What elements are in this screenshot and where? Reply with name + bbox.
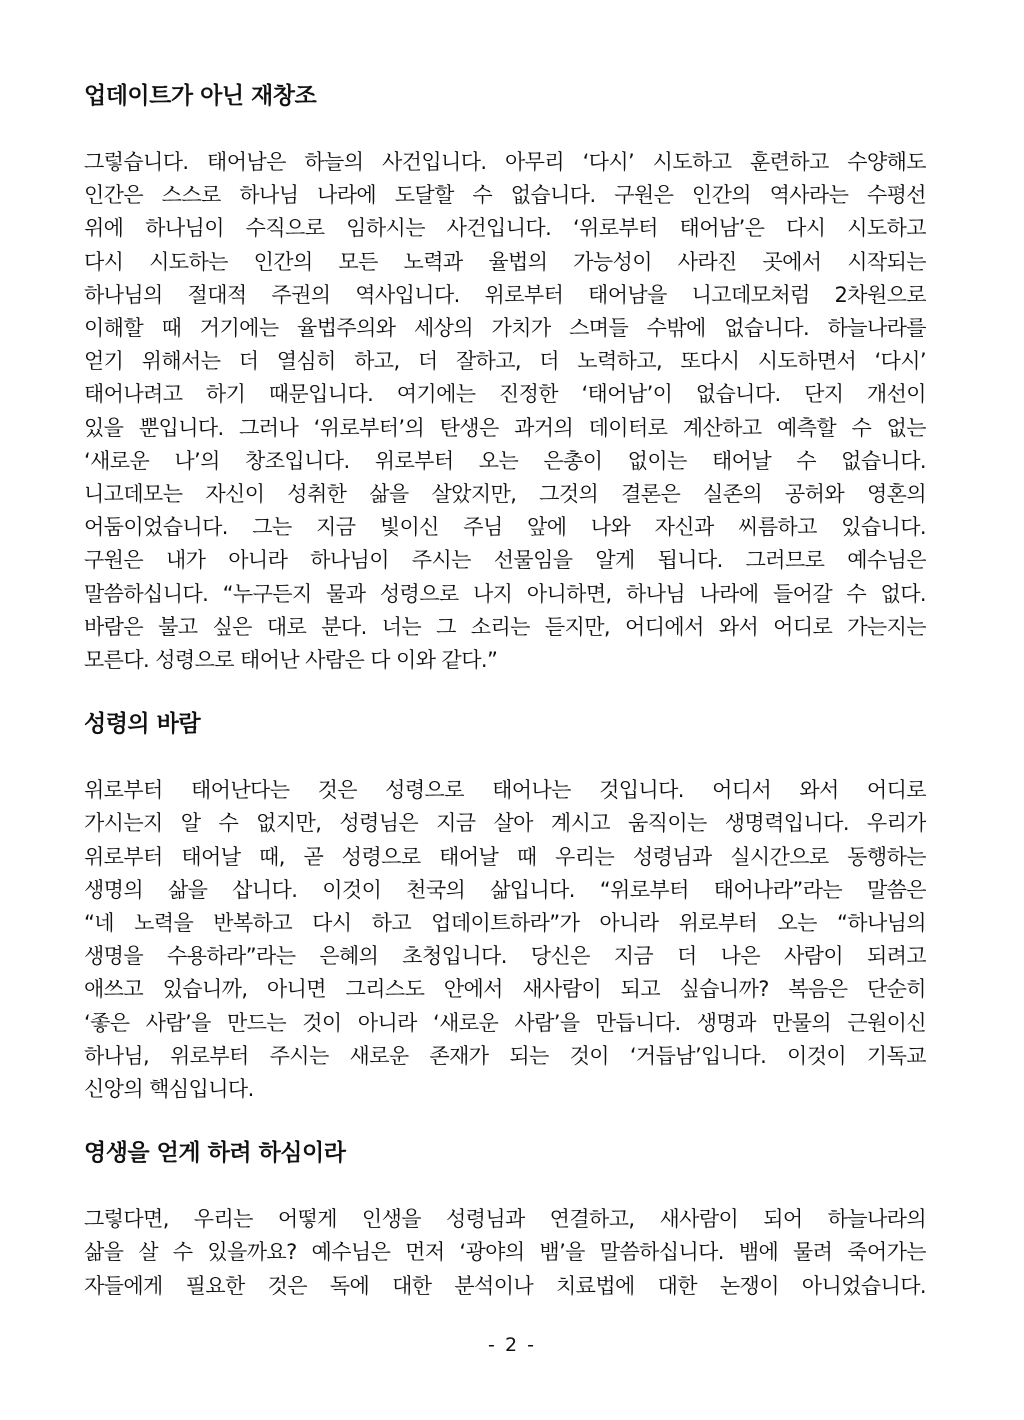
text-line: 다시 시도하는 인간의 모든 노력과 율법의 가능성이 사라진 곳에서 시작되는 bbox=[84, 249, 926, 274]
section-3-paragraph bbox=[84, 1203, 926, 1303]
text-line: 위에 하나님이 수직으로 임하시는 사건입니다. ‘위로부터 태어남’은 다시 시도하고 bbox=[84, 216, 926, 241]
text-line: 하나님, 위로부터 주시는 새로운 존재가 되는 것이 ‘거듭남’입니다. 이것이 기독교 bbox=[84, 1043, 926, 1068]
text-line: 바람은 불고 싶은 대로 분다. 너는 그 소리는 듣지만, 어디에서 와서 어디로 가는지는 bbox=[84, 614, 926, 639]
text-line: 있을 뿐입니다. 그러나 ‘위로부터’의 탄생은 과거의 데이터로 계산하고 예측할 수 없는 bbox=[84, 415, 926, 440]
section-heading-3: 영생을 얻게 하려 하심이라 bbox=[84, 1140, 346, 1167]
text-line: “네 노력을 반복하고 다시 하고 업데이트하라”가 아니라 위로부터 오는 “하나님의 bbox=[84, 911, 926, 936]
section-1-paragraph bbox=[84, 146, 926, 677]
text-line: 모른다. 성령으로 태어난 사람은 다 이와 같다.” bbox=[84, 648, 498, 673]
text-line: 말씀하십니다. “누구든지 물과 성령으로 나지 아니하면, 하나님 나라에 들어갈 수 없다. bbox=[84, 581, 926, 606]
text-line: 하나님의 절대적 주권의 역사입니다. 위로부터 태어남을 니고데모처럼 2차원으로 bbox=[84, 282, 926, 307]
text-line: 얻기 위해서는 더 열심히 하고, 더 잘하고, 더 노력하고, 또다시 시도하면서 ‘다시’ bbox=[84, 349, 926, 374]
page-number: - 2 - bbox=[488, 1334, 536, 1356]
text-line: 그렇습니다. 태어남은 하늘의 사건입니다. 아무리 ‘다시’ 시도하고 훈련하고 수양해도 bbox=[84, 150, 926, 174]
text-line: 위로부터 태어난다는 것은 성령으로 태어나는 것입니다. 어디서 와서 어디로 bbox=[84, 778, 926, 803]
document-body bbox=[84, 78, 926, 1303]
text-line: 그렇다면, 우리는 어떻게 인생을 성령님과 연결하고, 새사람이 되어 하늘나라의 bbox=[84, 1207, 926, 1232]
text-line: 자들에게 필요한 것은 독에 대한 분석이나 치료법에 대한 논쟁이 아니었습니다. bbox=[84, 1273, 926, 1298]
text-line: ‘좋은 사람’을 만드는 것이 아니라 ‘새로운 사람’을 만듭니다. 생명과 만물의 근원이신 bbox=[84, 1010, 926, 1035]
text-line: 위로부터 태어날 때, 곧 성령으로 태어날 때 우리는 성령님과 실시간으로 동행하는 bbox=[84, 844, 926, 869]
text-line: 가시는지 알 수 없지만, 성령님은 지금 살아 계시고 움직이는 생명력입니다. 우리가 bbox=[84, 811, 926, 836]
section-heading-1: 업데이트가 아닌 재창조 bbox=[84, 83, 317, 109]
text-line: ‘새로운 나’의 창조입니다. 위로부터 오는 은총이 없이는 태어날 수 없습니다. bbox=[84, 448, 926, 473]
text-line: 애쓰고 있습니까, 아니면 그리스도 안에서 새사람이 되고 싶습니까? 복음은 단순히 bbox=[84, 977, 926, 1002]
text-line: 어둠이었습니다. 그는 지금 빛이신 주님 앞에 나와 자신과 씨름하고 있습니다. bbox=[84, 515, 926, 540]
section-2-paragraph bbox=[84, 774, 926, 1106]
text-line: 삶을 살 수 있을까요? 예수님은 먼저 ‘광야의 뱀’을 말씀하십니다. 뱀에 물려 죽어가는 bbox=[84, 1240, 926, 1265]
text-line: 구원은 내가 아니라 하나님이 주시는 선물임을 알게 됩니다. 그러므로 예수님은 bbox=[84, 548, 926, 573]
section-heading-2: 성령의 바람 bbox=[84, 711, 201, 738]
text-line: 생명의 삶을 삽니다. 이것이 천국의 삶입니다. “위로부터 태어나라”라는 말씀은 bbox=[84, 877, 926, 902]
text-line: 니고데모는 자신이 성취한 삶을 살았지만, 그것의 결론은 실존의 공허와 영혼의 bbox=[84, 482, 926, 507]
text-line: 신앙의 핵심입니다. bbox=[84, 1077, 254, 1102]
text-line: 태어나려고 하기 때문입니다. 여기에는 진정한 ‘태어남’이 없습니다. 단지 개선이 bbox=[84, 382, 926, 407]
text-line: 생명을 수용하라”라는 은혜의 초청입니다. 당신은 지금 더 나은 사람이 되려고 bbox=[84, 944, 926, 969]
text-line: 인간은 스스로 하나님 나라에 도달할 수 없습니다. 구원은 인간의 역사라는 수평선 bbox=[84, 183, 926, 208]
text-line: 이해할 때 거기에는 율법주의와 세상의 가치가 스며들 수밖에 없습니다. 하늘나라를 bbox=[84, 316, 926, 341]
